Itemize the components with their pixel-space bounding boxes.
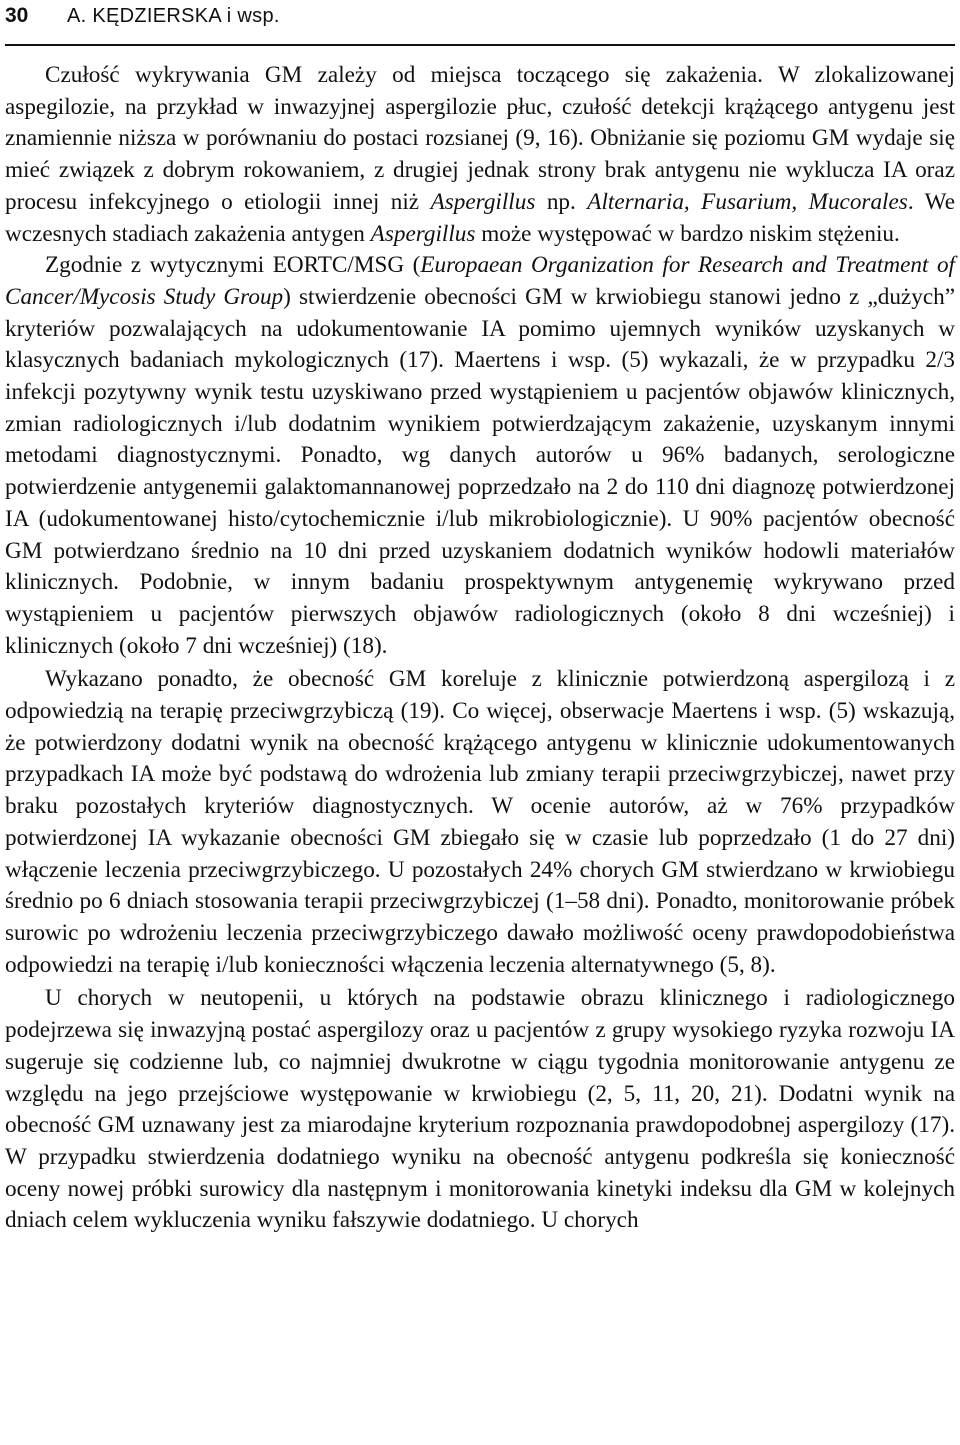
italic-term: Aspergillus	[430, 188, 536, 215]
running-head: A. KĘDZIERSKA i wsp.	[67, 5, 280, 27]
text-run: może występować w bardzo niskim stężeniu.	[475, 220, 900, 247]
paragraph	[5, 664, 955, 981]
italic-term: Europaean Organization for Research and Treatment of Cancer/Mycosis Study Group	[5, 252, 955, 310]
text-run: ) stwierdzenie obecności GM w krwiobiegu stanowi jedno z „dużych” kryteriów pozwalających na udokumentowanie IA pomimo ujemnych wyników uzyskanych w klasycznych badaniach mykologicznych (17). Maertens i wsp. (5) wykazali, że w przypadku 2/3 infekcji pozytywny wynik testu uzyskiwano przed wystąpieniem u pacjentów objawów klinicznych, zmian radiologicznych i/lub dodatnim wynikiem potwierdzającym zakażenie, uzyskanym innymi metodami diagnostycznymi. Ponadto, wg danych autorów u 96% badanych, serologiczne potwierdzenie antygenemii galaktomannanowej poprzedzało na 2 do 110 dni diagnozę potwierdzonej IA (udokumentowanej histo/cytochemicznie i/lub mikrobiologicznie). U 90% pacjentów obecność GM potwierdzano średnio na 10 dni przed uzyskaniem dodatnich wyników hodowli materiałów klinicznych. Podobnie, w innym badaniu prospektywnym antygenemię wykrywano przed wystąpieniem u pacjentów pierwszych objawów radiologicznych (około 8 dni wcześniej) i klinicznych (około 7 dni wcześniej) (18).	[5, 283, 955, 659]
page-number: 30	[5, 4, 29, 27]
text-run: Zgodnie z wytycznymi EORTC/MSG (	[45, 252, 421, 279]
paragraph	[5, 60, 955, 250]
body-text	[5, 60, 955, 1237]
paragraph	[5, 250, 955, 662]
italic-term: Alternaria, Fusarium, Mucorales	[587, 188, 908, 215]
paragraph	[5, 983, 955, 1237]
text-run: . We wczesnych stadiach zakażenia antygen	[5, 188, 955, 247]
text-run: U chorych w neutopenii, u których na podstawie obrazu klinicznego i radiologicznego podejrzewa się inwazyjną postać aspergilozy oraz u pacjentów z grupy wysokiego ryzyka rozwoju IA sugeruje się codzienne lub, co najmniej dwukrotne w ciągu tygodnia monitorowanie antygenu ze względu na jego przejściowe występowanie w krwiobiegu (2, 5, 11, 20, 21). Dodatni wynik na obecność GM uznawany jest za miarodajne kryterium rozpoznania prawdopodobnej aspergilozy (17). W przypadku stwierdzenia dodatniego wyniku na obecność antygenu podkreśla się konieczność oceny nowej próbki surowicy dla następnym i monitorowania kinetyki indeksu dla GM w kolejnych dniach celem wykluczenia wyniku fałszywie dodatniego. U chorych	[5, 985, 955, 1234]
page-header	[5, 0, 955, 46]
text-run: np.	[535, 188, 588, 215]
text-run: Czułość wykrywania GM zależy od miejsca toczącego się zakażenia. W zlokalizowanej aspegilozie, na przykład w inwazyjnej aspergilozie płuc, czułość detekcji krążącego antygenu jest znamiennie niższa w porównaniu do postaci rozsianej (9, 16). Obniżanie się poziomu GM wydaje się mieć związek z dobrym rokowaniem, z drugiej jednak strony brak antygenu nie wyklucza IA oraz procesu infekcyjnego o etiologii innej niż	[5, 62, 955, 215]
text-run: Wykazano ponadto, że obecność GM koreluje z klinicznie potwierdzoną aspergilozą i z odpowiedzią na terapię przeciwgrzybiczą (19). Co więcej, obserwacje Maertens i wsp. (5) wskazują, że potwierdzony dodatni wynik na obecność krążącego antygenu w klinicznie udokumentowanych przypadkach IA może być podstawą do wdrożenia lub zmiany terapii przeciwgrzybiczej, nawet przy braku pozostałych kryteriów diagnostycznych. W ocenie autorów, aż w 76% przypadków potwierdzonej IA wykazanie obecności GM zbiegało się w czasie lub poprzedzało (1 do 27 dni) włączenie leczenia przeciwgrzybiczego. U pozostałych 24% chorych GM stwierdzano w krwiobiegu średnio po 6 dniach stosowania terapii przeciwgrzybiczej (1–58 dni). Ponadto, monitorowanie próbek surowic po wdrożeniu leczenia przeciwgrzybiczego dawało możliwość oceny prawdopodobieństwa odpowiedzi na terapię i/lub konieczności włączenia leczenia alternatywnego (5, 8).	[5, 666, 955, 978]
italic-term: Aspergillus	[370, 220, 476, 247]
